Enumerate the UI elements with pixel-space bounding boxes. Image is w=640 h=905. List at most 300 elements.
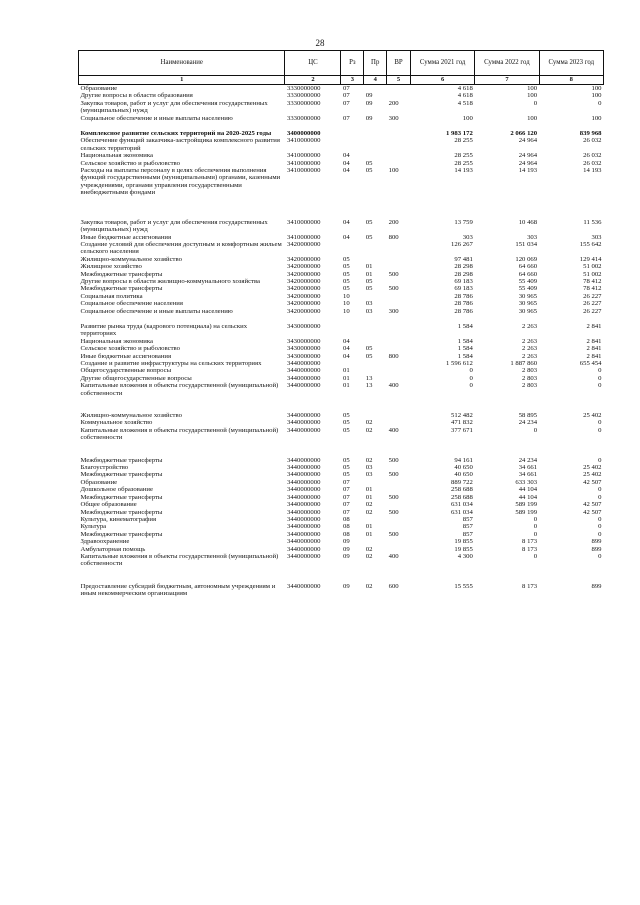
row-sum-2023: 0 [598, 426, 602, 434]
row-sum-2022: 0 [533, 530, 538, 538]
row-sum-2023: 26 032 [583, 159, 602, 167]
row-rz: 07 [342, 501, 350, 509]
row-rz: 05 [342, 270, 350, 278]
table-row [79, 137, 604, 152]
table-row [79, 115, 604, 130]
header-sum-2021: Сумма 2021 год [410, 51, 474, 76]
row-sum-2022: 24 234 [518, 419, 538, 427]
col-number: 2 [285, 76, 341, 85]
row-sum-2022: 0 [533, 515, 538, 523]
row-sum-2021: 13 759 [454, 218, 473, 226]
row-vr: 500 [388, 493, 399, 501]
table-row [79, 300, 604, 307]
row-vr: 200 [388, 99, 399, 107]
row-sum-2021: 15 555 [454, 582, 473, 590]
row-cs: 3440000000 [286, 523, 321, 531]
table-row [79, 308, 604, 323]
table-row [79, 427, 604, 457]
row-cs: 3430000000 [286, 352, 321, 360]
row-cs: 3440000000 [286, 501, 321, 509]
table-row [79, 353, 604, 360]
row-pr: 13 [365, 374, 373, 382]
row-pr: 05 [365, 233, 373, 241]
row-rz: 08 [342, 515, 350, 523]
header-cs: ЦС [285, 51, 341, 76]
row-sum-2022: 2 803 [522, 367, 538, 375]
row-sum-2021: 28 786 [454, 292, 473, 300]
row-name: Капитальные вложения в объекты государственной (муниципальной) собственности [80, 552, 279, 568]
row-cs: 3420000000 [286, 270, 321, 278]
row-sum-2022: 30 965 [518, 292, 538, 300]
row-vr [387, 486, 411, 493]
row-vr: 600 [388, 582, 399, 590]
row-vr [387, 345, 411, 352]
row-name: Благоустройство [80, 464, 129, 472]
row-sum-2021: 631 034 [451, 501, 473, 509]
row-cs: 3420000000 [286, 307, 321, 315]
row-cs: 3440000000 [286, 545, 321, 553]
row-pr: 02 [365, 426, 373, 434]
row-sum-2022: 1 887 860 [510, 360, 538, 367]
row-vr [387, 501, 411, 508]
table-row [79, 100, 604, 115]
row-sum-2022: 30 965 [518, 300, 538, 308]
row-sum-2023: 0 [598, 530, 602, 538]
row-cs: 3440000000 [286, 552, 321, 560]
row-name: Образование [80, 478, 118, 486]
row-sum-2023: 51 002 [583, 263, 602, 271]
row-rz: 04 [342, 159, 350, 167]
row-name: Дошкольное образование [80, 486, 153, 494]
page-number: 28 [315, 38, 325, 48]
row-vr [387, 412, 411, 419]
row-sum-2021: 19 855 [454, 538, 473, 546]
row-sum-2021: 19 855 [454, 545, 473, 553]
row-rz [341, 137, 364, 152]
table-row [79, 323, 604, 338]
table-row [79, 486, 604, 493]
row-vr [387, 338, 411, 345]
row-sum-2023: 25 402 [583, 471, 602, 479]
row-rz: 04 [342, 218, 350, 226]
table-row [79, 338, 604, 345]
row-cs: 3440000000 [286, 478, 321, 486]
row-vr [387, 367, 411, 374]
row-sum-2022: 24 964 [518, 159, 538, 167]
row-name: Социальная политика [80, 292, 143, 300]
row-vr [387, 130, 411, 137]
row-sum-2021: 28 786 [454, 307, 473, 315]
table-row [79, 256, 604, 263]
row-cs: 3440000000 [286, 538, 321, 546]
table-row [79, 546, 604, 553]
row-pr: 01 [365, 493, 373, 501]
row-sum-2022: 34 661 [518, 464, 538, 472]
row-sum-2023: 0 [598, 367, 602, 375]
row-cs: 3440000000 [286, 360, 321, 367]
table-row [79, 293, 604, 300]
row-sum-2022: 151 034 [515, 240, 538, 248]
row-sum-2021: 377 671 [451, 426, 473, 434]
row-name: Капитальные вложения в объекты государственной (муниципальной) собственности [80, 382, 279, 397]
row-sum-2023: 78 412 [583, 285, 602, 293]
row-sum-2023: 655 454 [579, 360, 602, 367]
row-vr: 300 [388, 307, 399, 315]
row-rz: 09 [342, 582, 350, 590]
row-rz: 07 [342, 92, 350, 100]
row-sum-2022: 64 660 [518, 270, 538, 278]
row-cs: 3330000000 [286, 85, 321, 92]
row-cs: 3440000000 [286, 382, 321, 390]
row-rz: 09 [342, 552, 350, 560]
row-pr: 09 [365, 114, 373, 122]
row-name: Иные бюджетные ассигнования [80, 233, 172, 241]
row-sum-2022: 0 [533, 99, 538, 107]
row-pr [364, 241, 387, 256]
row-rz: 05 [342, 456, 350, 464]
row-rz: 05 [342, 419, 350, 427]
row-vr: 500 [388, 530, 399, 538]
row-sum-2022: 633 303 [515, 478, 538, 486]
row-sum-2022: 2 066 120 [510, 130, 538, 138]
row-vr [387, 85, 411, 93]
row-pr: 05 [365, 345, 373, 353]
row-sum-2021: 40 650 [454, 464, 473, 472]
row-cs: 3440000000 [286, 471, 321, 479]
row-cs: 3440000000 [286, 456, 321, 464]
row-pr [364, 256, 387, 263]
row-sum-2021: 857 [462, 515, 473, 523]
row-sum-2023: 42 507 [583, 478, 602, 486]
row-sum-2022: 24 964 [518, 137, 538, 145]
row-pr [364, 516, 387, 523]
row-rz: 07 [342, 508, 350, 516]
row-sum-2023: 14 193 [583, 167, 602, 175]
row-pr: 13 [365, 382, 373, 390]
table-row [79, 538, 604, 545]
row-rz: 01 [342, 382, 350, 390]
row-pr: 03 [365, 300, 373, 308]
row-cs: 3420000000 [286, 240, 321, 248]
row-vr: 500 [388, 471, 399, 479]
row-cs: 3410000000 [286, 233, 321, 241]
row-sum-2023: 0 [598, 456, 602, 464]
row-rz: 05 [342, 471, 350, 479]
row-rz: 07 [342, 85, 350, 92]
row-rz [341, 241, 364, 256]
row-vr [387, 293, 411, 300]
row-sum-2022: 44 104 [518, 486, 538, 494]
row-cs: 3330000000 [286, 92, 321, 100]
row-pr: 02 [365, 501, 373, 509]
row-sum-2021: 471 832 [451, 419, 473, 427]
table-row [79, 419, 604, 426]
row-pr: 01 [365, 523, 373, 531]
row-sum-2023: 100 [591, 92, 602, 100]
row-name: Другие вопросы в области образования [80, 92, 193, 100]
row-rz: 07 [342, 99, 350, 107]
row-sum-2023: 11 536 [583, 218, 602, 226]
row-cs: 3440000000 [286, 367, 321, 375]
row-sum-2022: 2 263 [522, 345, 538, 353]
row-vr [387, 278, 411, 285]
row-vr [387, 241, 411, 256]
row-sum-2023: 26 227 [583, 292, 602, 300]
row-sum-2021: 631 034 [451, 508, 473, 516]
table-row [79, 501, 604, 508]
table-row [79, 509, 604, 516]
header-vr: ВР [387, 51, 411, 76]
row-name: Создание условий для обеспечения доступным и комфортным жильем сельского населения [80, 240, 282, 256]
row-name: Жилищное хозяйство [80, 263, 142, 271]
row-sum-2022: 55 409 [518, 285, 538, 293]
row-sum-2023: 129 414 [579, 255, 602, 263]
table-row [79, 531, 604, 538]
row-vr: 400 [388, 426, 399, 434]
table-row [79, 152, 604, 159]
row-sum-2021: 303 [462, 233, 473, 241]
row-cs: 3400000000 [286, 130, 321, 138]
table-row [79, 479, 604, 486]
row-name: Сельское хозяйство и рыболовство [80, 345, 180, 353]
row-vr: 500 [388, 285, 399, 293]
row-pr: 02 [365, 545, 373, 553]
row-vr: 300 [388, 114, 399, 122]
row-sum-2022: 2 263 [522, 337, 538, 345]
row-sum-2021: 1 596 612 [446, 360, 473, 367]
row-sum-2021: 69 183 [454, 277, 473, 285]
row-sum-2023: 0 [598, 515, 602, 523]
row-vr [387, 464, 411, 471]
row-vr: 800 [388, 352, 399, 360]
row-rz: 04 [342, 152, 350, 160]
row-sum-2022: 34 661 [518, 471, 538, 479]
row-sum-2023: 100 [591, 85, 602, 92]
row-vr [387, 300, 411, 307]
row-sum-2021: 4 518 [457, 99, 473, 107]
row-pr [364, 323, 387, 338]
row-rz: 04 [342, 345, 350, 353]
row-rz: 07 [342, 114, 350, 122]
row-rz: 07 [342, 493, 350, 501]
row-vr: 100 [388, 167, 399, 175]
row-name: Общегосударственные вопросы [80, 367, 172, 375]
row-name: Социальное обеспечение населения [80, 300, 183, 308]
row-vr [387, 152, 411, 159]
row-rz: 10 [342, 292, 350, 300]
row-sum-2021: 0 [469, 367, 473, 375]
row-sum-2021: 94 161 [454, 456, 473, 464]
row-pr: 09 [365, 99, 373, 107]
row-name: Межбюджетные трансферты [80, 456, 163, 464]
table-row [79, 367, 604, 374]
row-rz [341, 323, 364, 338]
row-cs: 3430000000 [286, 337, 321, 345]
table-row [79, 494, 604, 501]
row-cs: 3420000000 [286, 263, 321, 271]
row-pr [364, 152, 387, 159]
row-sum-2021: 100 [462, 114, 473, 122]
row-pr [364, 293, 387, 300]
row-rz [341, 360, 364, 367]
row-name: Национальная экономика [80, 337, 153, 345]
row-name: Здравоохранение [80, 538, 130, 546]
row-sum-2021: 512 482 [451, 412, 473, 420]
row-sum-2022: 303 [527, 233, 538, 241]
row-sum-2022: 10 468 [518, 218, 538, 226]
row-rz: 08 [342, 523, 350, 531]
row-rz [341, 130, 364, 137]
col-number: 6 [410, 76, 474, 85]
row-name: Межбюджетные трансферты [80, 530, 163, 538]
row-sum-2022: 14 193 [518, 167, 538, 175]
row-sum-2022: 0 [533, 552, 538, 560]
row-cs: 3330000000 [286, 114, 321, 122]
row-rz: 01 [342, 367, 350, 375]
row-vr [387, 479, 411, 486]
row-cs: 3420000000 [286, 277, 321, 285]
header-rz: Рз [341, 51, 364, 76]
row-rz: 05 [342, 255, 350, 263]
row-sum-2022: 8 173 [522, 545, 538, 553]
row-cs: 3420000000 [286, 255, 321, 263]
row-name: Национальная экономика [80, 152, 153, 160]
table-row [79, 92, 604, 99]
table-row [79, 271, 604, 278]
row-cs: 3330000000 [286, 99, 321, 107]
row-pr: 01 [365, 270, 373, 278]
row-name: Развитие рынка труда (кадрового потенциала) на сельских территориях [80, 322, 248, 338]
row-cs: 3410000000 [286, 152, 321, 160]
row-name: Сельское хозяйство и рыболовство [80, 159, 180, 167]
row-vr [387, 323, 411, 338]
row-name: Жилищно-коммунальное хозяйство [80, 255, 182, 263]
row-sum-2023: 0 [598, 523, 602, 531]
row-vr: 400 [388, 382, 399, 390]
row-sum-2022: 589 199 [515, 501, 538, 509]
row-pr [364, 137, 387, 152]
row-sum-2023: 25 402 [583, 412, 602, 420]
row-cs: 3440000000 [286, 464, 321, 472]
row-name: Обеспечение функций заказчика-застройщика комплексного развития сельских территорий [80, 137, 280, 152]
row-name: Закупка товаров, работ и услуг для обеспечения государственных (муниципальных) нужд [80, 99, 268, 115]
row-pr: 05 [365, 218, 373, 226]
row-sum-2023: 0 [598, 552, 602, 560]
row-vr [387, 92, 411, 99]
row-vr [387, 256, 411, 263]
row-name: Межбюджетные трансферты [80, 471, 163, 479]
row-sum-2021: 1 584 [457, 322, 473, 330]
row-name: Межбюджетные трансферты [80, 285, 163, 293]
row-cs: 3410000000 [286, 218, 321, 226]
row-rz: 09 [342, 538, 350, 546]
row-sum-2023: 2 841 [586, 352, 602, 360]
table-row [79, 553, 604, 583]
row-sum-2022: 2 803 [522, 382, 538, 390]
row-pr: 02 [365, 508, 373, 516]
row-rz: 01 [342, 374, 350, 382]
row-rz: 07 [342, 486, 350, 494]
row-cs: 3440000000 [286, 493, 321, 501]
row-rz: 04 [342, 337, 350, 345]
row-sum-2021: 889 722 [451, 478, 473, 486]
table-body [79, 85, 604, 598]
row-name: Межбюджетные трансферты [80, 508, 163, 516]
row-name: Общее образование [80, 501, 137, 509]
row-sum-2022: 55 409 [518, 277, 538, 285]
row-pr [364, 538, 387, 545]
table-row [79, 234, 604, 241]
row-pr: 05 [365, 159, 373, 167]
row-sum-2023: 78 412 [583, 277, 602, 285]
col-number: 4 [364, 76, 387, 85]
row-name: Образование [80, 85, 118, 92]
row-sum-2021: 258 688 [451, 486, 473, 494]
row-rz: 05 [342, 412, 350, 420]
row-pr: 02 [365, 456, 373, 464]
row-cs: 3440000000 [286, 426, 321, 434]
row-sum-2021: 14 193 [454, 167, 473, 175]
row-sum-2021: 40 650 [454, 471, 473, 479]
row-sum-2022: 8 173 [522, 538, 538, 546]
table-row [79, 85, 604, 93]
row-name: Амбулаторная помощь [80, 545, 146, 553]
row-vr: 500 [388, 456, 399, 464]
row-sum-2023: 2 841 [586, 345, 602, 353]
row-pr: 03 [365, 464, 373, 472]
row-cs: 3440000000 [286, 374, 321, 382]
row-pr: 03 [365, 307, 373, 315]
row-sum-2021: 1 983 172 [446, 130, 473, 138]
row-pr: 05 [365, 352, 373, 360]
row-sum-2021: 4 618 [457, 85, 473, 92]
table-row [79, 471, 604, 478]
row-sum-2023: 0 [598, 382, 602, 390]
row-name: Культура [80, 523, 107, 531]
row-sum-2022: 44 104 [518, 493, 538, 501]
row-sum-2021: 28 255 [454, 137, 473, 145]
row-vr: 800 [388, 233, 399, 241]
col-number: 3 [341, 76, 364, 85]
row-name: Социальное обеспечение и иные выплаты населению [80, 307, 233, 315]
row-rz: 08 [342, 530, 350, 538]
row-sum-2022: 2 263 [522, 352, 538, 360]
row-sum-2022: 24 234 [518, 456, 538, 464]
row-name: Жилищно-коммунальное хозяйство [80, 412, 182, 420]
row-sum-2023: 25 402 [583, 464, 602, 472]
row-cs: 3440000000 [286, 530, 321, 538]
row-sum-2023: 0 [598, 99, 602, 107]
row-name: Межбюджетные трансферты [80, 270, 163, 278]
row-cs: 3430000000 [286, 345, 321, 353]
row-sum-2022: 64 660 [518, 263, 538, 271]
row-cs: 3410000000 [286, 137, 321, 145]
row-name: Создание и развитие инфраструктуры на сельских территориях [80, 360, 262, 367]
row-pr: 02 [365, 582, 373, 590]
row-name: Другие общегосударственные вопросы [80, 374, 192, 382]
row-sum-2023: 303 [591, 233, 602, 241]
row-sum-2023: 0 [598, 486, 602, 494]
row-sum-2021: 0 [469, 382, 473, 390]
row-rz: 04 [342, 167, 350, 175]
row-sum-2021: 1 584 [457, 352, 473, 360]
row-pr: 01 [365, 263, 373, 271]
row-sum-2023: 899 [591, 545, 602, 553]
table-row [79, 516, 604, 523]
row-cs: 3420000000 [286, 285, 321, 293]
row-sum-2023: 0 [598, 374, 602, 382]
table-row [79, 382, 604, 412]
